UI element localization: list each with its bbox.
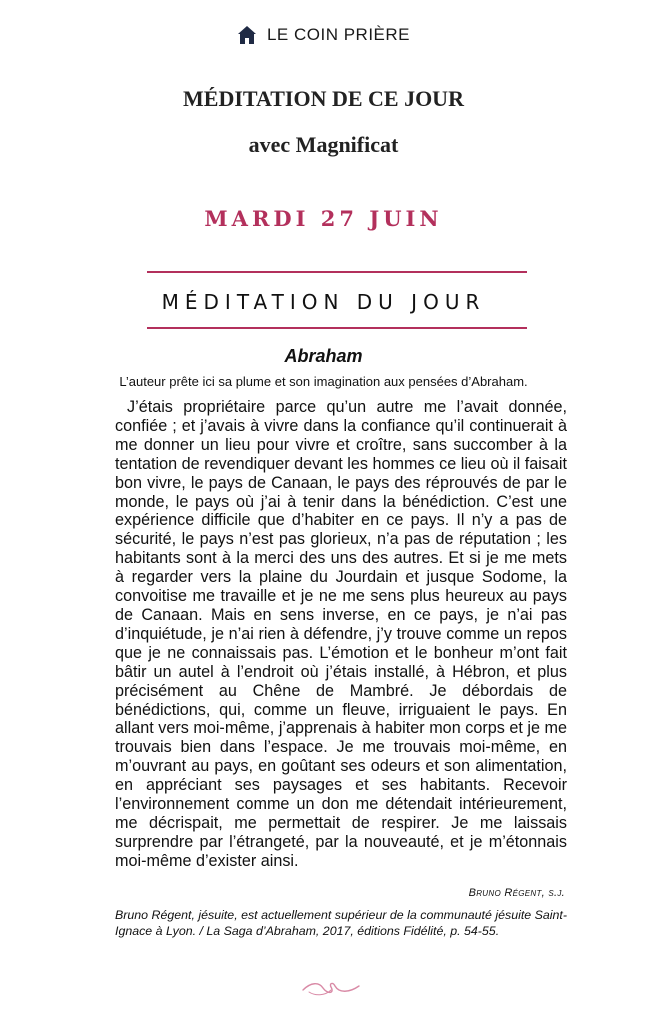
meditation-intro: L’auteur prête ici sa plume et son imagination aux pensées d’Abraham. (119, 374, 528, 389)
meditation-heading: Abraham (284, 346, 363, 366)
source-note: Bruno Régent, jésuite, est actuellement supérieur de la communauté jésuite Saint-Ignace à Lyon. / La Saga d’Abraham, 2017, éditions Fidélité, p. 54-55. (115, 908, 567, 938)
flourish-ornament (301, 978, 361, 998)
section-title: MÉDITATION DU JOUR (161, 290, 486, 314)
divider-bottom (147, 327, 527, 329)
divider-top (147, 271, 527, 273)
page-title: MÉDITATION DE CE JOUR (183, 86, 464, 111)
home-icon[interactable] (237, 25, 257, 45)
site-header (0, 22, 647, 48)
site-brand[interactable]: LE COIN PRIÈRE (266, 25, 411, 44)
page-subtitle: avec Magnificat (248, 132, 399, 157)
meditation-body: J’étais propriétaire parce qu’un autre me l’avait donnée, confiée ; et j’avais à vivre dans la confiance qu’il continuerait à me donner un lieu pour vivre et croître, sans succomber à la tentation de revendiquer devant les hommes ce lieu où il faisait bon vivre, le pays de Canaan, le pays des réprouvés de par le monde, le pays où j’ai à tenir dans la bénédiction. C’est une expérience difficile que d’habiter en ce pays. Il n’y a pas de sécurité, le pays n’est pas glorieux, n’a pas de réputation ; les habitants sont à la merci des uns des autres. Et si je me mets à regarder vers la plaine du Jourdain et jusque Sodome, la convoitise me travaille et je ne me sens plus heureux au pays de Canaan. Mais en sens inverse, en ce pays, je n’ai pas d’inquiétude, je n’ai rien à défendre, j’y trouve comme un repos que je ne connaissais pas. L’émotion et le bonheur m’ont fait bâtir un autel à l’endroit où j’étais installé, à Hébron, et plus précisément au Chêne de Mambré. Je débordais de bénédictions, qui, comme un fleuve, irriguaient le pays. En allant vers moi-même, j’apprenais à habiter mon corps et je me trouvais bien dans l’espace. Je me trouvais moi-même, en m’ouvrant au pays, en goûtant ses odeurs et son alimentation, en appréciant ses paysages et ses habitants. Recevoir l’environnement comme un don me détendait intérieurement, me décrispait, me permettait de respirer. Je me laissais surprendre par l’étrangeté, par la nouveauté, et je m’étonnais moi-même d’exister ainsi. (115, 398, 567, 870)
date-heading: MARDI 27 JUIN (204, 206, 443, 231)
author-signature: Bruno Régent, s.j. (468, 887, 565, 899)
